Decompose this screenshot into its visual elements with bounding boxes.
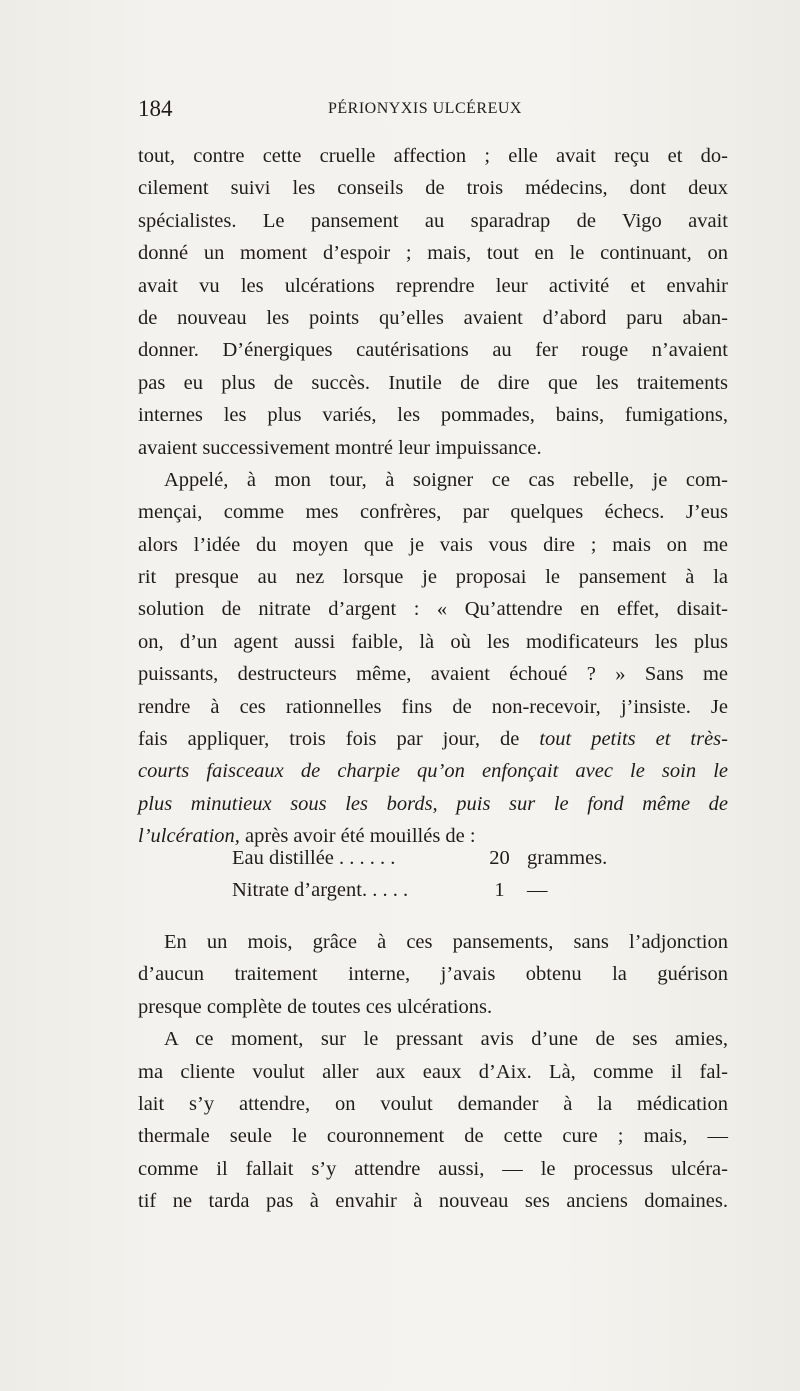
text-line: puissants, destructeurs même, avaient échoué ? » Sans me — [138, 663, 728, 686]
text-line: En un mois, grâce à ces pansements, sans l’adjonction — [164, 931, 728, 953]
ingredient-unit: — — [527, 879, 548, 901]
ingredient-name: Eau distillée . . . . . . — [232, 847, 396, 869]
text-line: lait s’y attendre, on voulut demander à la médication — [138, 1092, 728, 1115]
recipe-table — [232, 842, 652, 906]
text-line: alors l’idée du moyen que je vais vous dire ; mais on me — [138, 533, 728, 556]
text-segment: fais appliquer, trois fois par jour, de — [138, 728, 540, 751]
text-line: A ce moment, sur le pressant avis d’une de ses amies, — [164, 1028, 728, 1051]
text-line: mençai, comme mes confrères, par quelques échecs. J’eus — [138, 501, 728, 524]
text-line: de nouveau les points qu’elles avaient d’abord paru aban- — [138, 306, 728, 329]
ingredient-quantity: 1 — [494, 879, 505, 901]
text-line: d’aucun traitement interne, j’avais obtenu la guérison — [138, 963, 728, 986]
recipe-row — [232, 842, 652, 874]
italic-segment: l’ulcération, — [138, 825, 240, 848]
text-line: donner. D’énergiques cautérisations au fer rouge n’avaient — [138, 339, 728, 362]
text-line: solution de nitrate d’argent : « Qu’attendre en effet, disait- — [138, 598, 728, 621]
text-line: donné un moment d’espoir ; mais, tout en le continuant, on — [138, 242, 728, 265]
text-line: on, d’un agent aussi faible, là où les modificateurs les plus — [138, 630, 728, 653]
text-line: cilement suivi les conseils de trois médecins, dont deux — [138, 177, 728, 200]
text-line: ma cliente voulut aller aux eaux d’Aix. Là, comme il fal- — [138, 1060, 728, 1083]
text-line: presque complète de toutes ces ulcérations. — [138, 995, 493, 1018]
body-text-lower — [138, 926, 728, 1218]
text-line: Appelé, à mon tour, à soigner ce cas rebelle, je com- — [164, 468, 728, 491]
italic-segment: tout petits et très- — [539, 728, 728, 751]
ingredient-quantity: 20 — [489, 847, 510, 869]
text-line: pas eu plus de succès. Inutile de dire que les traitements — [138, 371, 728, 394]
text-line: comme il fallait s’y attendre aussi, — le processus ulcéra- — [138, 1157, 728, 1180]
text-line: avait vu les ulcérations reprendre leur activité et envahir — [138, 274, 728, 297]
page-number: 184 — [138, 96, 173, 121]
text-segment: après avoir été mouillés de : — [239, 825, 476, 848]
text-line: thermale seule le couronnement de cette cure ; mais, — — [138, 1125, 728, 1148]
text-line: tout, contre cette cruelle affection ; elle avait reçu et do- — [138, 145, 728, 167]
text-line: rendre à ces rationnelles fins de non-recevoir, j’insiste. Je — [138, 695, 728, 718]
body-text-upper — [138, 140, 728, 853]
text-line: spécialistes. Le pansement au sparadrap de Vigo avait — [138, 209, 728, 232]
text-line: rit presque au nez lorsque je proposai le pansement à la — [138, 566, 728, 589]
text-line: avaient successivement montré leur impuissance. — [138, 436, 542, 459]
text-line-italic: courts faisceaux de charpie qu’on enfonçait avec le soin le — [138, 760, 728, 783]
text-line: tif ne tarda pas à envahir à nouveau ses anciens domaines. — [138, 1190, 728, 1213]
recipe-row — [232, 874, 652, 906]
page-header — [138, 96, 728, 126]
ingredient-name: Nitrate d’argent. . . . . — [232, 879, 409, 901]
running-title: PÉRIONYXIS ULCÉREUX — [328, 100, 522, 117]
ingredient-unit: grammes. — [527, 847, 608, 869]
text-line-italic: plus minutieux sous les bords, puis sur le fond même de — [138, 792, 728, 815]
text-line-mixed — [138, 723, 728, 755]
text-line: internes les plus variés, les pommades, bains, fumigations, — [138, 404, 728, 427]
